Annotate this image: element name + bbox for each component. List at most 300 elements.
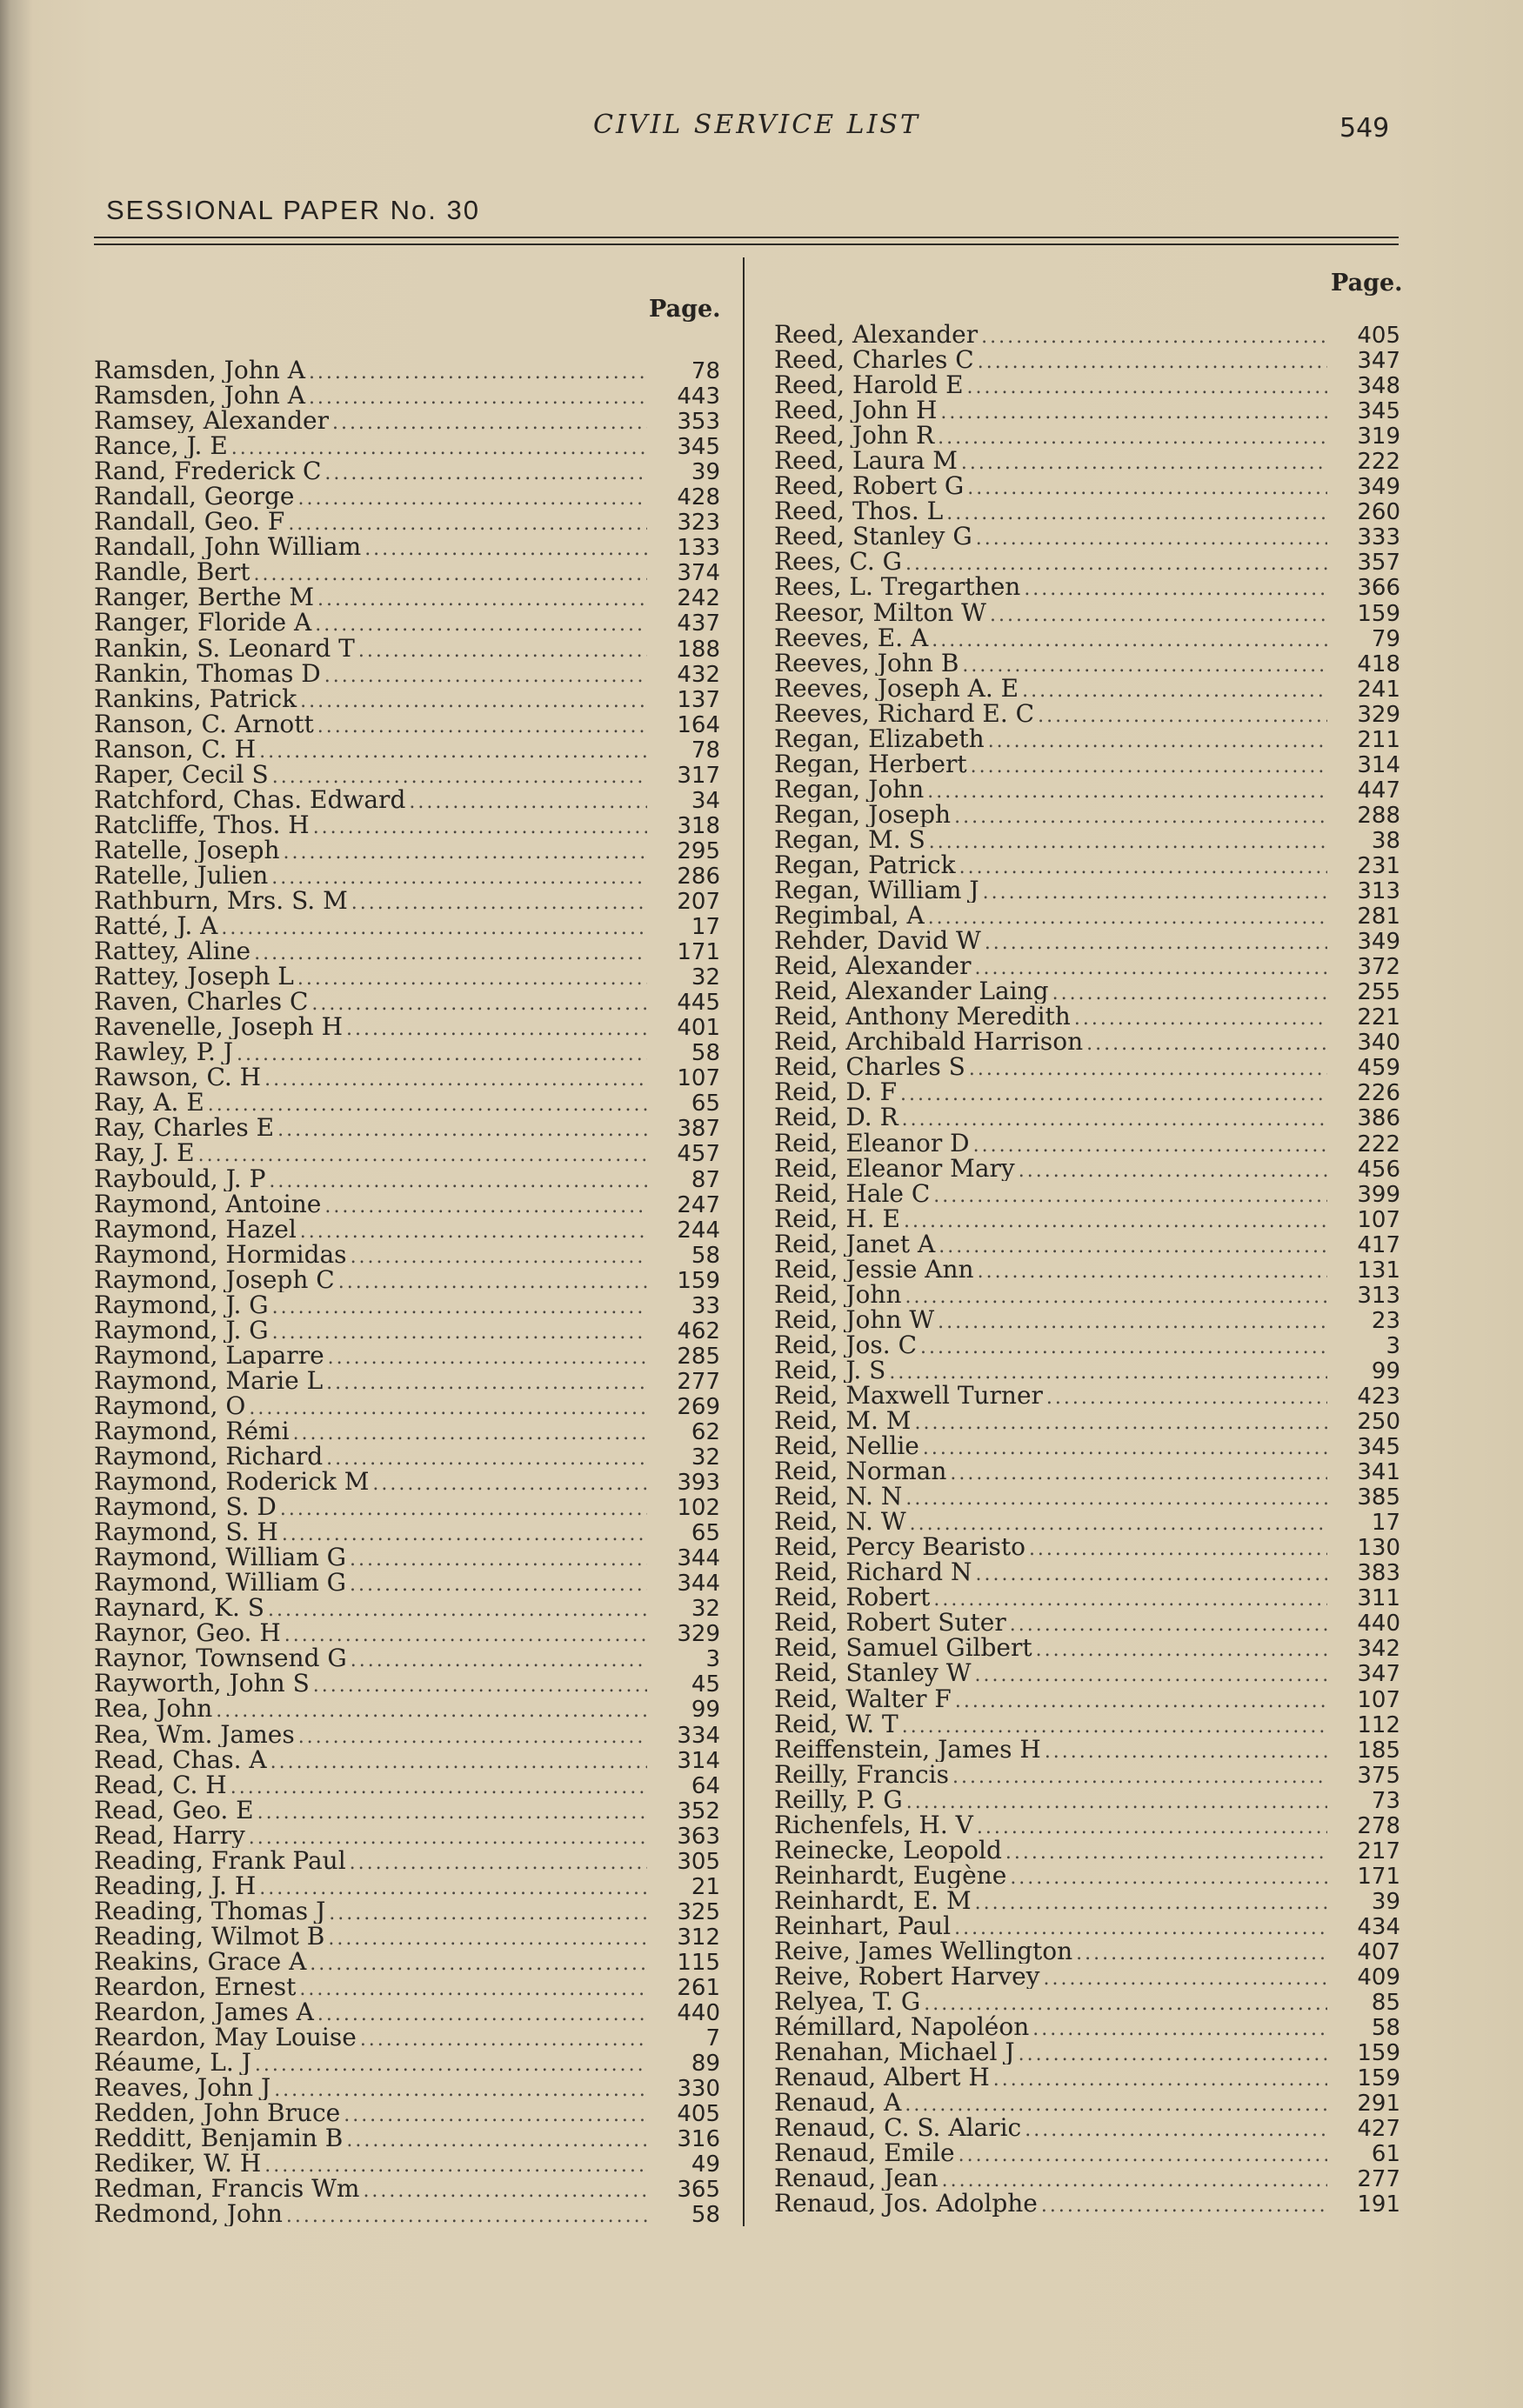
list-item [94, 559, 720, 584]
dot-leader [328, 1926, 647, 1949]
list-item [94, 863, 720, 888]
entry-page-number: 99 [1371, 1357, 1400, 1383]
entry-name: Ray, J. E [94, 1140, 195, 1166]
dot-leader [993, 2067, 1327, 2090]
entry-name: Regimbal, A [774, 903, 925, 929]
entry-name: Reinecke, Leopold [774, 1837, 1002, 1863]
list-item [774, 2165, 1400, 2191]
dot-leader [1074, 1006, 1327, 1029]
list-item [774, 625, 1400, 650]
list-item [94, 1368, 720, 1393]
list-item [774, 1206, 1400, 1231]
dot-leader [350, 1547, 647, 1570]
list-item [774, 473, 1400, 498]
list-item [94, 1898, 720, 1924]
entry-page-number: 222 [1357, 449, 1400, 474]
entry-page-number: 281 [1357, 904, 1400, 929]
entry-page-number: 211 [1357, 726, 1400, 751]
entry-page-number: 64 [691, 1772, 720, 1798]
list-item [94, 837, 720, 863]
entry-page-number: 318 [677, 812, 720, 837]
dot-leader [1010, 1612, 1327, 1635]
entry-name: Raymond, Joseph C [94, 1266, 335, 1292]
entry-page-number: 17 [1371, 1510, 1400, 1535]
entry-name: Reed, Thos. L [774, 498, 944, 524]
dot-leader [282, 1522, 647, 1544]
entry-name: Raymond, O [94, 1392, 246, 1418]
entry-name: Ranger, Floride A [94, 610, 312, 636]
entry-page-number: 131 [1357, 1257, 1400, 1282]
entry-page-number: 159 [1357, 2065, 1400, 2091]
list-item [94, 989, 720, 1014]
dot-leader [1052, 981, 1327, 1004]
dot-leader [300, 689, 647, 711]
entry-name: Rattey, Aline [94, 938, 251, 964]
entry-name: Reid, Robert Suter [774, 1610, 1006, 1636]
dot-leader [914, 1411, 1327, 1433]
entry-name: Raymond, J. G [94, 1291, 269, 1317]
dot-leader [942, 2168, 1327, 2191]
entry-name: Redman, Francis Wm [94, 2176, 360, 2202]
entry-name: Reid, N. W [774, 1509, 906, 1535]
dot-leader [324, 664, 647, 686]
entry-name: Reed, Stanley G [774, 524, 972, 550]
dot-leader [300, 1219, 647, 1242]
entry-name: Reinhardt, Eugène [774, 1862, 1007, 1888]
entry-name: Reid, Stanley W [774, 1660, 972, 1686]
entry-page-number: 440 [677, 2000, 720, 2025]
entry-name: Rance, J. E [94, 433, 228, 459]
list-item [94, 357, 720, 383]
entry-name: Randall, Geo. F [94, 509, 285, 535]
list-item [774, 1635, 1400, 1660]
entry-page-number: 222 [1357, 1131, 1400, 1156]
entry-page-number: 401 [677, 1015, 720, 1040]
list-item [94, 812, 720, 837]
dot-leader [257, 1800, 647, 1823]
list-item [94, 1166, 720, 1191]
dot-leader [975, 1663, 1327, 1685]
entry-page-number: 345 [1357, 398, 1400, 424]
entry-page-number: 188 [677, 636, 720, 661]
entry-name: Ramsey, Alexander [94, 408, 329, 434]
dot-leader [293, 1421, 647, 1444]
dot-leader [346, 1017, 647, 1039]
column-divider [743, 257, 745, 2226]
entry-page-number: 344 [677, 1545, 720, 1571]
entry-name: Redden, John Bruce [94, 2100, 341, 2126]
list-item [94, 1343, 720, 1368]
entry-name: Reakins, Grace A [94, 1948, 307, 1974]
dot-leader [1086, 1031, 1327, 1054]
list-item [94, 584, 720, 610]
dot-leader [216, 1698, 647, 1721]
list-item [774, 827, 1400, 852]
entry-page-number: 261 [677, 1975, 720, 2000]
list-item [94, 1696, 720, 1721]
list-item [774, 802, 1400, 827]
entry-page-number: 341 [1357, 1459, 1400, 1484]
list-item [94, 1115, 720, 1140]
list-item [774, 726, 1400, 751]
dot-leader [1032, 2017, 1327, 2039]
list-item [94, 2100, 720, 2125]
entry-page-number: 374 [677, 560, 720, 585]
dot-leader [952, 1764, 1327, 1787]
entry-name: Reid, Janet A [774, 1231, 936, 1257]
entry-page-number: 278 [1357, 1812, 1400, 1838]
entry-page-number: 295 [677, 837, 720, 863]
list-item [94, 1292, 720, 1317]
list-item [94, 2125, 720, 2151]
entry-name: Reid, Anthony Meredith [774, 1004, 1071, 1030]
dot-leader [967, 476, 1327, 498]
list-item [774, 1863, 1400, 1888]
dot-leader [317, 2002, 647, 2024]
entry-name: Reid, Alexander [774, 953, 972, 979]
entry-name: Rayworth, John S [94, 1671, 310, 1697]
entry-page-number: 39 [691, 459, 720, 484]
entry-name: Reed, John R [774, 423, 935, 449]
dot-leader [975, 1891, 1327, 1913]
dot-leader [976, 526, 1327, 549]
entry-name: Reid, D. F [774, 1079, 898, 1105]
entry-name: Reive, Robert Harvey [774, 1964, 1040, 1990]
entry-name: Reading, Thomas J [94, 1898, 326, 1924]
list-item [94, 509, 720, 534]
right-page-heading: Page. [1331, 270, 1403, 297]
entry-name: Ratelle, Joseph [94, 837, 280, 863]
list-item [774, 1989, 1400, 2014]
entry-name: Reid, M. M [774, 1408, 912, 1434]
list-item [774, 1938, 1400, 1964]
entry-page-number: 73 [1371, 1787, 1400, 1812]
entry-page-number: 447 [1357, 777, 1400, 802]
entry-name: Reading, Wilmot B [94, 1923, 325, 1949]
dot-leader [1005, 1840, 1327, 1863]
list-item [774, 1054, 1400, 1079]
entry-name: Reid, N. N [774, 1484, 903, 1510]
list-item [774, 1307, 1400, 1332]
list-item [774, 1584, 1400, 1610]
list-item [94, 737, 720, 762]
list-item [94, 1772, 720, 1798]
entry-page-number: 241 [1357, 676, 1400, 701]
list-item [94, 711, 720, 737]
dot-leader [955, 1689, 1327, 1711]
dot-leader [332, 410, 647, 433]
entry-name: Raynor, Geo. H [94, 1620, 281, 1646]
dot-leader [1036, 1638, 1327, 1660]
entry-page-number: 164 [677, 711, 720, 737]
list-item [774, 574, 1400, 599]
entry-page-number: 58 [691, 1242, 720, 1267]
entry-name: Richenfels, H. V [774, 1811, 973, 1838]
dot-leader [967, 375, 1327, 397]
entry-page-number: 386 [1357, 1105, 1400, 1131]
dot-leader [1046, 1385, 1327, 1408]
list-item [774, 2090, 1400, 2115]
entry-name: Raymond, Richard [94, 1444, 324, 1470]
list-item [94, 1747, 720, 1772]
entry-page-number: 58 [691, 1040, 720, 1065]
list-item [774, 2140, 1400, 2165]
entry-page-number: 99 [691, 1697, 720, 1722]
entry-name: Raymond, Roderick M [94, 1469, 370, 1495]
list-item [774, 1282, 1400, 1307]
entry-name: Raymond, S. H [94, 1519, 278, 1545]
list-item [94, 2201, 720, 2226]
list-item [774, 953, 1400, 978]
entry-page-number: 372 [1357, 954, 1400, 979]
list-item [94, 1848, 720, 1873]
list-item [774, 2064, 1400, 2090]
list-item [774, 676, 1400, 701]
entry-name: Renaud, Albert H [774, 2064, 990, 2091]
entry-name: Regan, Herbert [774, 750, 967, 777]
dot-leader [350, 1572, 647, 1595]
dot-leader [230, 1775, 647, 1798]
entry-page-number: 32 [691, 1444, 720, 1470]
list-item [94, 1620, 720, 1645]
list-item [774, 1029, 1400, 1054]
entry-page-number: 286 [677, 863, 720, 888]
entry-name: Reid, Walter F [774, 1685, 952, 1711]
list-item [774, 1534, 1400, 1559]
list-item [774, 1711, 1400, 1737]
entry-name: Reesor, Milton W [774, 599, 986, 625]
list-item [774, 549, 1400, 574]
list-item [774, 1509, 1400, 1534]
dot-leader [971, 754, 1327, 777]
entry-page-number: 277 [1357, 2166, 1400, 2191]
dot-leader [324, 1194, 647, 1217]
entry-page-number: 133 [677, 535, 720, 560]
list-item [774, 1257, 1400, 1282]
entry-name: Raymond, Antoine [94, 1191, 322, 1217]
dot-leader [350, 1851, 647, 1873]
dot-leader [313, 1673, 647, 1696]
entry-page-number: 242 [677, 585, 720, 610]
dot-leader [272, 1320, 647, 1343]
list-item [94, 2075, 720, 2100]
entry-page-number: 418 [1357, 650, 1400, 676]
entry-name: Reeves, Richard E. C [774, 700, 1035, 726]
dot-leader [920, 1335, 1327, 1357]
entry-page-number: 58 [691, 2202, 720, 2227]
entry-name: Ramsden, John A [94, 383, 305, 409]
entry-name: Reid, Samuel Gilbert [774, 1635, 1032, 1661]
dot-leader [269, 1169, 647, 1191]
list-item [774, 2115, 1400, 2140]
entry-name: Reid, John W [774, 1306, 935, 1332]
dot-leader [274, 2078, 647, 2100]
list-item [774, 347, 1400, 372]
entry-name: Ranger, Berthe M [94, 584, 315, 610]
dot-leader [317, 587, 647, 610]
entry-name: Rediker, W. H [94, 2151, 262, 2177]
dot-leader [904, 1209, 1327, 1231]
entry-name: Regan, John [774, 776, 925, 802]
entry-name: Reid, Norman [774, 1458, 947, 1484]
entry-page-number: 334 [677, 1722, 720, 1747]
entry-name: Reinhart, Paul [774, 1912, 952, 1938]
entry-page-number: 313 [1357, 1282, 1400, 1307]
list-item [774, 1610, 1400, 1635]
list-item [94, 762, 720, 787]
entry-page-number: 417 [1357, 1231, 1400, 1257]
entry-page-number: 357 [1357, 550, 1400, 575]
dot-leader [900, 1082, 1327, 1104]
entry-page-number: 314 [1357, 751, 1400, 777]
entry-page-number: 457 [677, 1141, 720, 1166]
dot-leader [889, 1360, 1327, 1383]
entry-name: Raymond, Hormidas [94, 1241, 347, 1267]
list-item [774, 1004, 1400, 1029]
list-item [94, 1418, 720, 1444]
list-item [94, 888, 720, 913]
dot-leader [1019, 2042, 1327, 2064]
list-item [774, 322, 1400, 347]
entry-page-number: 407 [1357, 1939, 1400, 1964]
entry-page-number: 137 [677, 686, 720, 711]
list-item [94, 1014, 720, 1039]
entry-name: Reid, Eleanor D [774, 1130, 970, 1156]
dot-leader [906, 1790, 1327, 1812]
dot-leader [1045, 1739, 1327, 1762]
entry-page-number: 319 [1357, 424, 1400, 449]
entry-name: Read, C. H [94, 1771, 227, 1798]
dot-leader [929, 830, 1327, 852]
entry-page-number: 313 [1357, 878, 1400, 904]
entry-name: Raven, Charles C [94, 989, 309, 1015]
entry-name: Rand, Frederick C [94, 458, 322, 484]
list-item [774, 777, 1400, 802]
list-item [94, 433, 720, 458]
entry-name: Reeves, E. A [774, 624, 929, 650]
entry-page-number: 171 [1357, 1863, 1400, 1888]
entry-name: Randle, Bert [94, 559, 250, 585]
entry-page-number: 7 [705, 2025, 720, 2051]
entry-page-number: 32 [691, 964, 720, 990]
entry-page-number: 348 [1357, 373, 1400, 398]
list-item [94, 1974, 720, 1999]
dot-leader [272, 1295, 647, 1317]
dot-leader [954, 804, 1327, 827]
entry-page-number: 345 [1357, 1434, 1400, 1459]
entry-name: Renahan, Michael J [774, 2039, 1015, 2065]
list-item [94, 1924, 720, 1949]
entry-page-number: 250 [1357, 1409, 1400, 1434]
dot-leader [329, 1901, 647, 1924]
entry-page-number: 260 [1357, 499, 1400, 524]
dot-leader [973, 1133, 1327, 1156]
entry-page-number: 323 [677, 510, 720, 535]
entry-name: Rawson, C. H [94, 1064, 262, 1091]
entry-page-number: 311 [1357, 1585, 1400, 1611]
entry-page-number: 185 [1357, 1737, 1400, 1762]
entry-name: Reed, Alexander [774, 322, 979, 348]
dot-leader [977, 1815, 1327, 1838]
entry-page-number: 312 [677, 1924, 720, 1949]
dot-leader [364, 537, 647, 559]
entry-page-number: 247 [677, 1191, 720, 1217]
entry-name: Reid, Alexander Laing [774, 978, 1049, 1004]
list-item [94, 1823, 720, 1848]
dot-leader [933, 1587, 1327, 1610]
entry-name: Reid, Percy Bearisto [774, 1534, 1025, 1560]
dot-leader [962, 653, 1327, 676]
entry-name: Regan, M. S [774, 826, 925, 852]
entry-page-number: 352 [677, 1798, 720, 1823]
entry-page-number: 443 [677, 384, 720, 409]
entry-page-number: 269 [677, 1393, 720, 1418]
entry-page-number: 159 [677, 1267, 720, 1292]
list-item [774, 1156, 1400, 1181]
entry-name: Ramsden, John A [94, 357, 305, 384]
entry-page-number: 58 [1371, 2015, 1400, 2040]
list-item [774, 498, 1400, 524]
entry-page-number: 409 [1357, 1964, 1400, 1990]
entry-page-number: 305 [677, 1848, 720, 1873]
dot-leader [315, 612, 647, 635]
entry-name: Rees, L. Tregarthen [774, 574, 1021, 600]
right-column [774, 0, 1403, 2408]
list-item [94, 484, 720, 509]
entry-name: Read, Harry [94, 1822, 245, 1848]
dot-leader [976, 1562, 1328, 1584]
entry-page-number: 65 [691, 1091, 720, 1116]
list-item [94, 686, 720, 711]
list-item [774, 1433, 1400, 1458]
entry-name: Rehder, David W [774, 928, 981, 954]
list-item [774, 1079, 1400, 1104]
dot-leader [978, 1259, 1327, 1282]
list-item [94, 1519, 720, 1544]
entry-name: Reid, Jos. C [774, 1331, 918, 1357]
entry-page-number: 383 [1357, 1560, 1400, 1585]
entry-name: Redmond, John [94, 2201, 283, 2227]
entry-name: Redditt, Benjamin B [94, 2125, 344, 2151]
list-item [94, 1999, 720, 2024]
entry-name: Renaud, Jos. Adolphe [774, 2191, 1038, 2217]
entry-page-number: 363 [677, 1823, 720, 1848]
list-item [94, 1595, 720, 1620]
entry-name: Raymond, J. G [94, 1317, 269, 1343]
entry-name: Read, Chas. A [94, 1746, 267, 1772]
dot-leader [1029, 1537, 1327, 1559]
entry-page-number: 65 [691, 1520, 720, 1545]
entry-page-number: 107 [677, 1065, 720, 1091]
entry-page-number: 107 [1357, 1206, 1400, 1231]
list-item [94, 1949, 720, 1974]
entry-name: Ray, Charles E [94, 1115, 275, 1141]
entry-name: Reid, H. E [774, 1205, 900, 1231]
sessional-paper-label: SESSIONAL PAPER No. 30 [106, 195, 480, 225]
entry-name: Reid, Maxwell Turner [774, 1382, 1043, 1409]
entry-page-number: 375 [1357, 1762, 1400, 1787]
dot-leader [1022, 678, 1327, 701]
dot-leader [910, 1511, 1327, 1534]
entry-page-number: 255 [1357, 979, 1400, 1004]
entry-page-number: 45 [691, 1671, 720, 1697]
entry-page-number: 17 [691, 914, 720, 939]
dot-leader [939, 1234, 1327, 1257]
list-item [774, 1181, 1400, 1206]
entry-name: Reading, J. H [94, 1872, 257, 1898]
list-item [94, 1393, 720, 1418]
dot-leader [259, 739, 647, 762]
